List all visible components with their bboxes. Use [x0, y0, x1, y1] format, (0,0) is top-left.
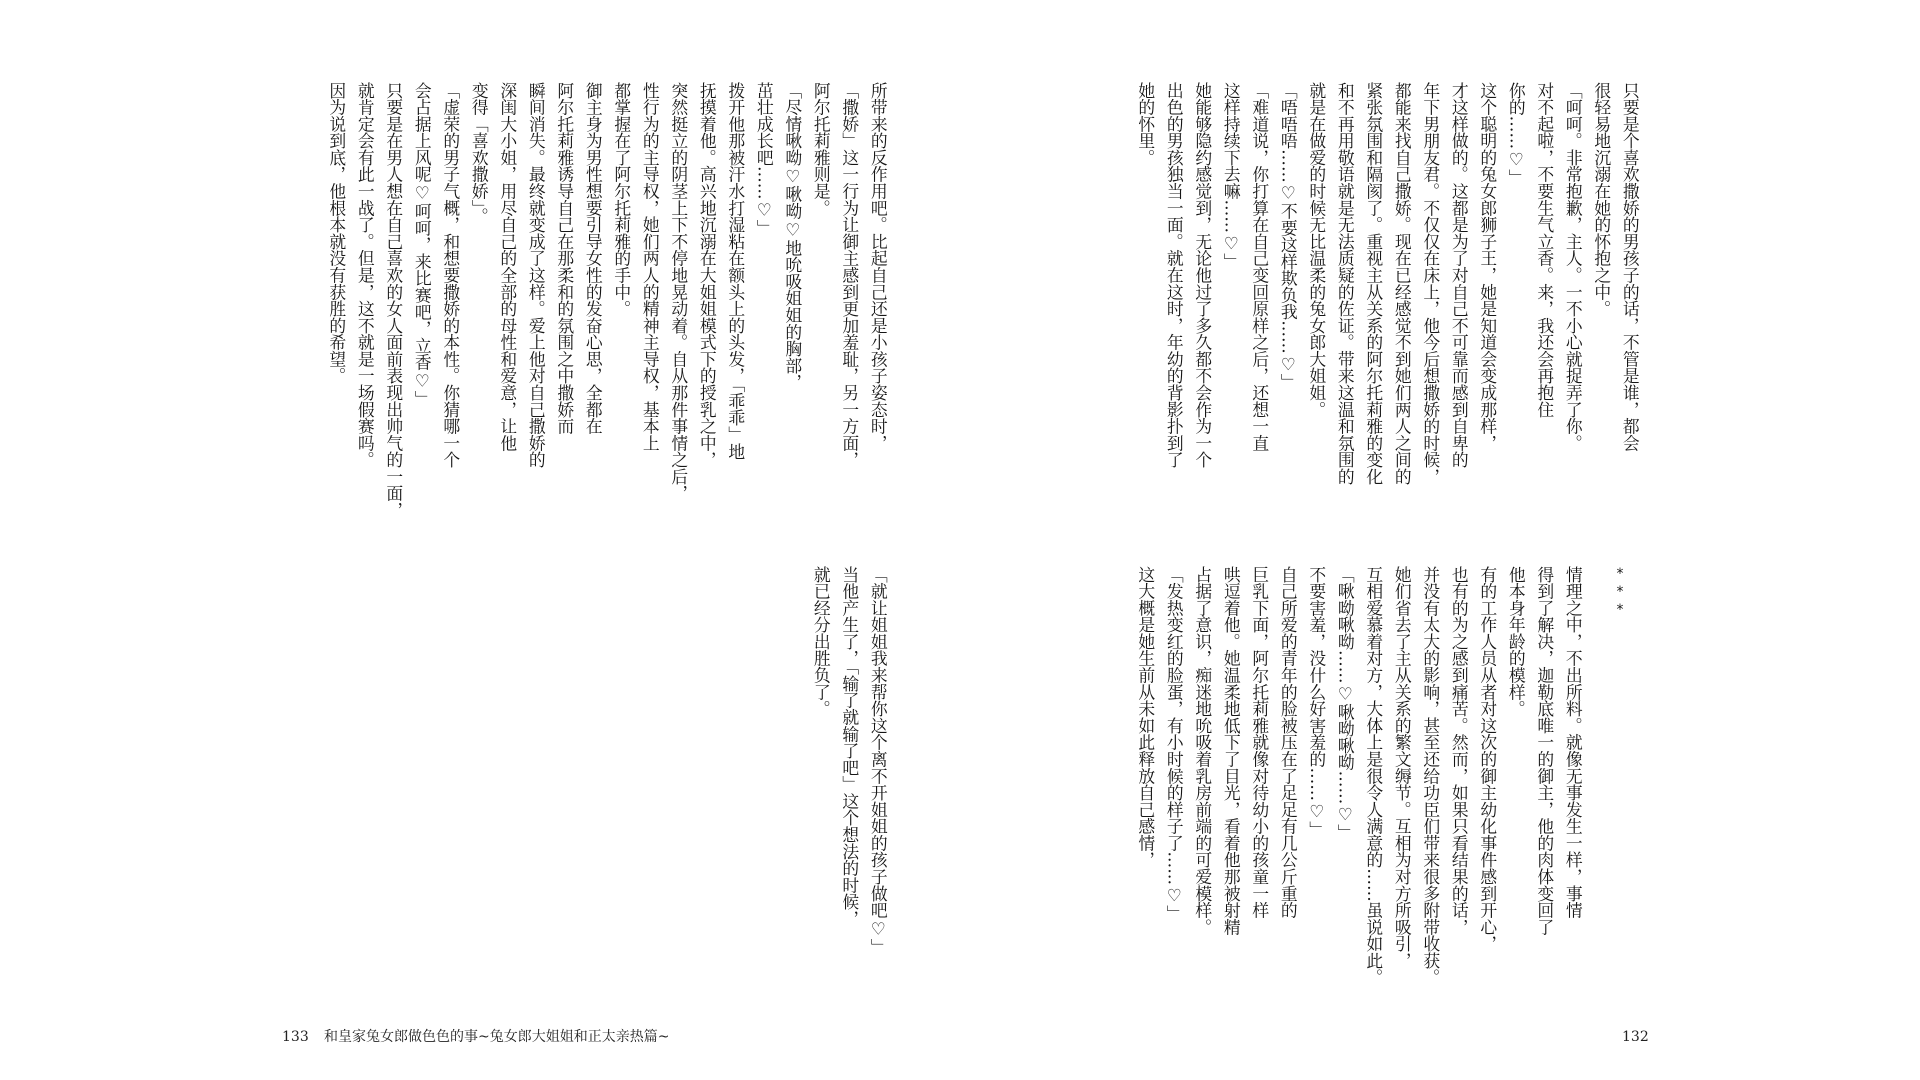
text-column: 「尽情啾呦♡啾呦♡地吮吸姐姐的胸部， — [782, 82, 803, 391]
text-column: 瞬间消失。最终就变成了这样。爱上他对自己撒娇的 — [526, 82, 547, 469]
text-column: 御主身为男性想要引导女性的发奋心思，全都在 — [583, 82, 604, 435]
text-column: 「唔唔唔……♡不要这样欺负我……♡」 — [1278, 82, 1299, 391]
text-column: 她的怀里。 — [1135, 82, 1156, 166]
text-column: 阿尔托莉雅则是。 — [811, 82, 832, 217]
text-column: 她们省去了主从关系的繁文缛节。互相为对方所吸引， — [1392, 566, 1413, 969]
text-column: 「虚荣的男子气概，和想要撒娇的本性。你猜哪一个 — [440, 82, 461, 469]
text-column: 深闺大小姐，用尽自己的全部的母性和爱意，让他 — [497, 82, 518, 452]
text-column: 占据了意识，痴迷地吮吸着乳房前端的可爱模样。 — [1192, 566, 1213, 936]
text-column: 才这样做的。这都是为了对自己不可靠而感到自卑的 — [1449, 82, 1470, 469]
text-column: 出色的男孩独当一面。就在这时，年幼的背影扑到了 — [1164, 82, 1185, 469]
text-column: 「发热变红的脸蛋，有小时候的样子了……♡」 — [1164, 566, 1185, 922]
text-column: 自己所爱的青年的脸被压在了足足有几公斤重的 — [1278, 566, 1299, 919]
upper-text-block — [1131, 82, 1644, 542]
text-column: 紧张氛围和隔阂了。重视主从关系的阿尔托莉雅的变化 — [1363, 82, 1384, 485]
text-column: 哄逗着他。她温柔地低下了目光，看着他那被射精 — [1221, 566, 1242, 936]
page-number: 132 — [1622, 1029, 1649, 1045]
text-column: 性行为的主导权，她们两人的精神主导权，基本上 — [640, 82, 661, 452]
upper-text-block — [322, 82, 892, 542]
text-column: 就肯定会有此一战了。但是，这不就是一场假赛吗。 — [355, 82, 376, 469]
text-column: 她能够隐约感觉到，无论他过了多久都不会作为一个 — [1192, 82, 1213, 469]
text-column: 对不起啦，不要生气立香。来，我还会再抱住 — [1534, 82, 1555, 418]
text-column: 拨开他那被汗水打湿粘在额头上的头发，「乖乖」地 — [725, 82, 746, 460]
text-column: 只要是在男人想在自己喜欢的女人面前表现出帅气的一面， — [383, 82, 404, 519]
text-column: 变得「喜欢撒娇」。 — [469, 82, 490, 225]
text-column: 所带来的反作用吧。比起自己还是小孩子姿态时， — [868, 82, 889, 452]
text-column: 就已经分出胜负了。 — [811, 566, 832, 718]
text-column: 他本身年龄的模样。 — [1506, 566, 1527, 718]
text-column: 年下男朋友君。不仅仅在床上，他今后想撒娇的时候， — [1420, 82, 1441, 485]
text-column: 有的工作人员从者对这次的御主幼化事件感到开心， — [1477, 566, 1498, 953]
text-column: 会占据上风呢♡呵呵，来比赛吧，立香♡」 — [412, 82, 433, 408]
text-column: 茁壮成长吧……♡」 — [754, 82, 775, 237]
text-column: 并没有太大的影响，甚至还给功臣们带来很多附带收获。 — [1420, 566, 1441, 986]
text-column: 巨乳下面，阿尔托莉雅就像对待幼小的孩童一样 — [1249, 566, 1270, 919]
page-number: 133 — [282, 1029, 309, 1045]
text-column: 情理之中，不出所料。就像无事发生一样，事情 — [1563, 566, 1584, 919]
text-column: 这个聪明的兔女郎狮子王，她是知道会变成那样， — [1477, 82, 1498, 452]
page-132 — [960, 0, 1920, 1080]
text-column: 也有的为之感到痛苦。然而，如果只看结果的话， — [1449, 566, 1470, 936]
text-column: 互相爱慕着对方，大体上是很令人满意的……虽说如此。 — [1363, 566, 1384, 986]
text-column: 因为说到底，他根本就没有获胜的希望。 — [326, 82, 347, 385]
running-title: 和皇家兔女郎做色色的事~兔女郎大姐姐和正太亲热篇~ — [324, 1029, 670, 1045]
text-column: 抚摸着他。高兴地沉溺在大姐姐模式下的授乳之中， — [697, 82, 718, 469]
text-column: 得到了解决，迦勒底唯一的御主，他的肉体变回了 — [1534, 566, 1555, 936]
lower-text-block — [807, 566, 893, 1016]
text-column: 不要害羞，没什么好害羞的……♡」 — [1306, 566, 1327, 838]
text-column: 「难道说，你打算在自己变回原样之后，还想一直 — [1249, 82, 1270, 452]
text-column: 这大概是她生前从未如此释放自己感情， — [1135, 566, 1156, 869]
text-column: 当他产生了，「输了就输了吧」这个想法的时候， — [839, 566, 860, 927]
text-column: 这样持续下去嘛……♡」 — [1221, 82, 1242, 270]
text-column: 都能来找自己撒娇。现在已经感觉不到她们两人之间的 — [1392, 82, 1413, 485]
text-column: 阿尔托莉雅诱导自己在那柔和的氛围之中撒娇而 — [554, 82, 575, 435]
text-column: 很轻易地沉溺在她的怀抱之中。 — [1591, 82, 1612, 318]
section-break-asterisks: *** — [1612, 566, 1628, 620]
lower-text-block — [1131, 566, 1587, 1016]
text-column: 「啾呦啾呦……♡啾呦啾呦……♡」 — [1335, 566, 1356, 842]
text-column: 就是在做爱的时候无比温柔的兔女郎大姐姐。 — [1306, 82, 1327, 418]
text-column: 都掌握在了阿尔托莉雅的手中。 — [611, 82, 632, 318]
text-column: 「就让姐姐我来帮你这个离不开姐姐的孩子做吧♡」 — [868, 566, 889, 956]
text-column: 突然挺立的阴茎上下不停地晃动着。自从那件事情之后， — [668, 82, 689, 502]
text-column: 只要是个喜欢撒娇的男孩子的话，不管是谁，都会 — [1620, 82, 1641, 452]
text-column: 「呵呵。非常抱歉，主人。一不小心就捉弄了你。 — [1563, 82, 1584, 452]
text-column: 你的……♡」 — [1506, 82, 1527, 186]
text-column: 「撒娇」这一行为让御主感到更加羞耻，另一方面， — [839, 82, 860, 469]
text-column: 和不再用敬语就是无法质疑的佐证。带来这温和氛围的 — [1335, 82, 1356, 485]
